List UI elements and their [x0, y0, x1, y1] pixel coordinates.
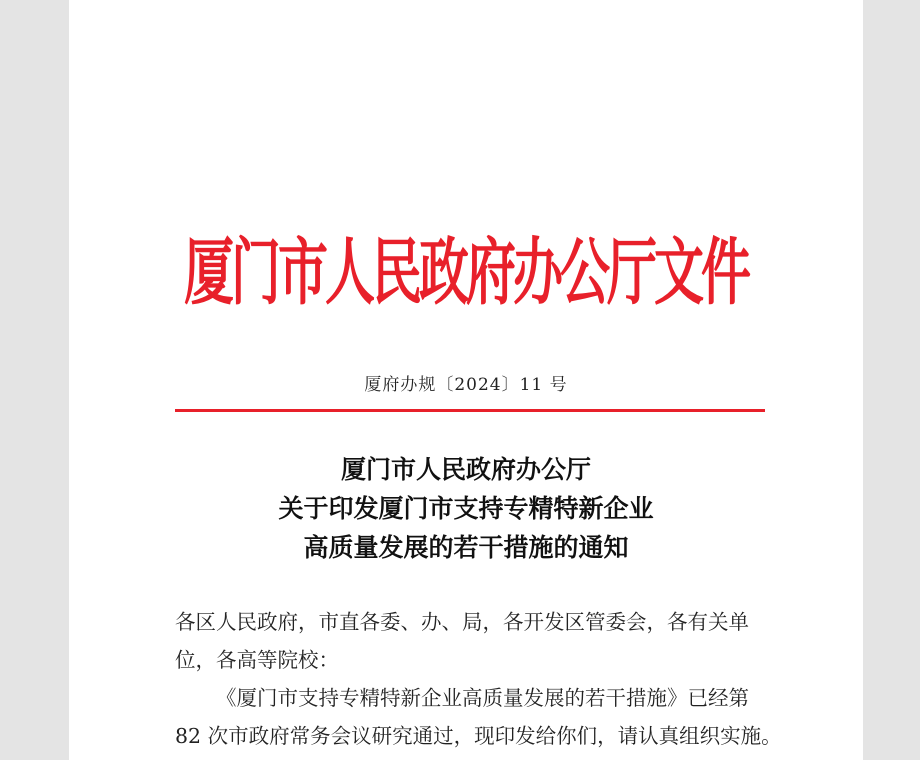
notice-title-line: 高质量发展的若干措施的通知 [303, 533, 629, 562]
notice-title-line: 厦门市人民政府办公厅 [340, 455, 591, 484]
red-divider-line [175, 409, 765, 412]
notice-title-line: 关于印发厦门市支持专精特新企业 [278, 494, 654, 523]
issuing-org-title: 厦门市人民政府办公厅文件 [184, 229, 748, 316]
body-text [175, 603, 782, 755]
paragraph-line: 82 次市政府常务会议研究通过，现印发给你们，请认真组织实施。 [175, 724, 782, 748]
document-page [69, 0, 863, 760]
addressee-line: 位，各高等院校： [175, 648, 339, 672]
addressee-line: 各区人民政府，市直各委、办、局，各开发区管委会，各有关单 [175, 610, 749, 634]
paragraph-line: 《厦门市支持专精特新企业高质量发展的若干措施》已经第 [216, 686, 749, 710]
document-number: 厦府办规〔2024〕11 号 [364, 375, 568, 395]
notice-title [69, 450, 863, 567]
